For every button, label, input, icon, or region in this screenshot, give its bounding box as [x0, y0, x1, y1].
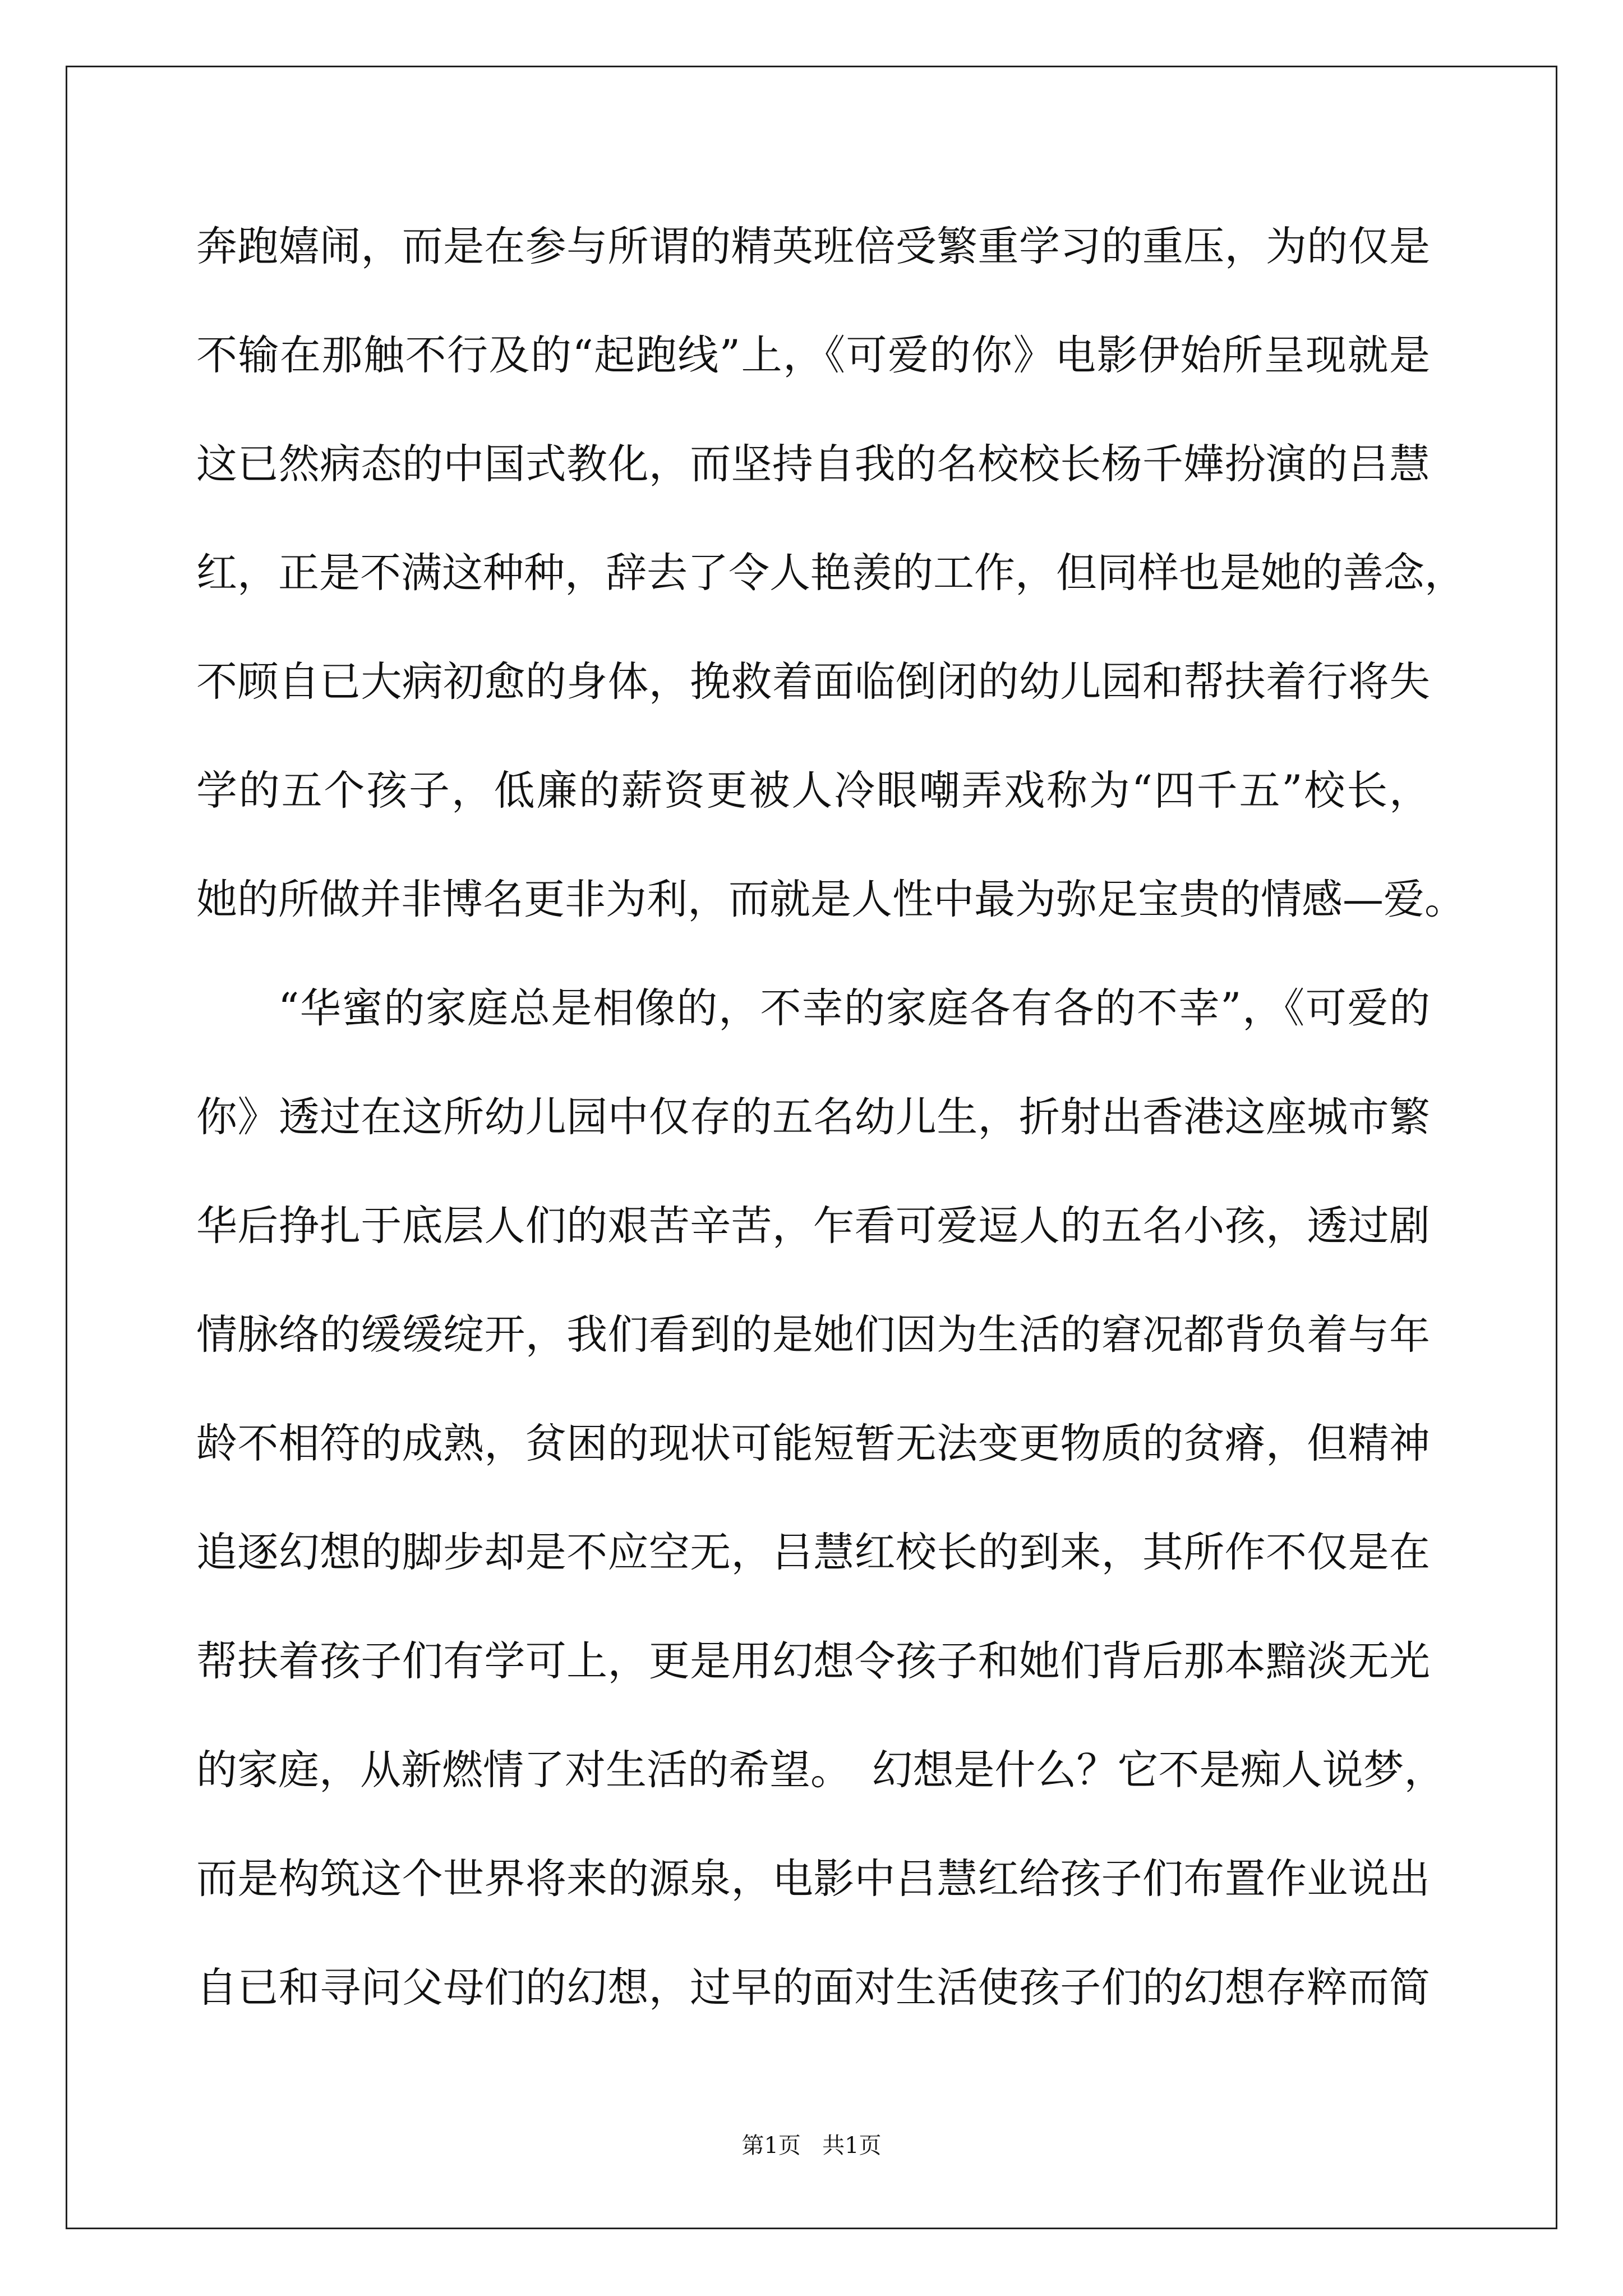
text-line: 奔跑嬉闹，而是在参与所谓的精英班倍受繁重学习的重压，为的仅是 [196, 223, 1430, 270]
text-line: 你》透过在这所幼儿园中仅存的五名幼儿生，折射出香港这座城市繁 [196, 1093, 1430, 1141]
text-line: 追逐幻想的脚步却是不应空无，吕慧红校长的到来，其所作不仅是在 [196, 1529, 1430, 1576]
text-line: 自已和寻问父母们的幻想，过早的面对生活使孩子们的幻想存粹而简 [196, 1964, 1430, 2012]
text-line: 她的所做并非博名更非为利，而就是人性中最为弥足宝贵的情感—爱。 [196, 876, 1465, 923]
text-line: 这已然病态的中国式教化，而坚持自我的名校校长杨千嬅扮演的吕慧 [196, 440, 1430, 488]
document-body [196, 213, 1465, 2063]
text-line: 不顾自已大病初愈的身体，挽救着面临倒闭的幼儿园和帮扶着行将失 [196, 658, 1430, 706]
page-footer [0, 2129, 1623, 2162]
text-line: 帮扶着孩子们有学可上，更是用幻想令孩子和她们背后那本黯淡无光 [196, 1637, 1430, 1685]
text-line: 不输在那触不行及的“起跑线”上，《可爱的你》电影伊始所呈现就是 [196, 332, 1430, 379]
text-line: 而是构筑这个世界将来的源泉，电影中吕慧红给孩子们布置作业说出 [196, 1855, 1430, 1903]
text-line: 学的五个孩子，低廉的薪资更被人冷眼嘲弄戏称为“四千五”校长， [196, 767, 1430, 815]
text-line: 的家庭，从新燃情了对生活的希望。 幻想是什么？它不是痴人说梦， [196, 1746, 1445, 1794]
text-line: 情脉络的缓缓绽开，我们看到的是她们因为生活的窘况都背负着与年 [196, 1311, 1430, 1359]
text-line: 华后挣扎于底层人们的艰苦辛苦，乍看可爱逗人的五名小孩，透过剧 [196, 1202, 1430, 1250]
page-total: 共1页 [822, 2133, 882, 2159]
text-line: 红，正是不满这种种，辞去了令人艳羡的工作，但同样也是她的善念， [196, 549, 1465, 597]
page-number: 第1页 [741, 2133, 801, 2159]
text-line: 龄不相符的成熟，贫困的现状可能短暂无法变更物质的贫瘠，但精神 [196, 1420, 1430, 1467]
text-line: “华蜜的家庭总是相像的，不幸的家庭各有各的不幸”，《可爱的 [278, 984, 1430, 1032]
